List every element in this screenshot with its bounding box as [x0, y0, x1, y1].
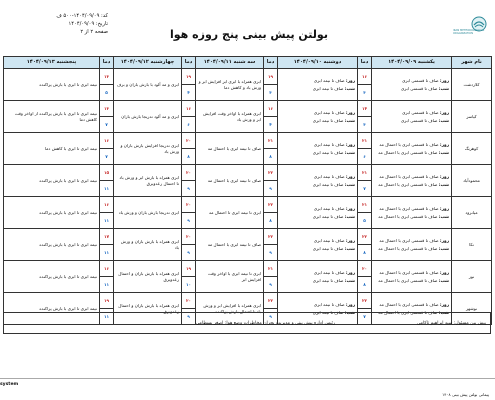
- header-temp2: دما: [264, 57, 278, 69]
- logo-text: IRAN METEOROLOGICAL ORGANIZATION: [453, 29, 485, 36]
- max-temp: ۱۹: [182, 261, 195, 277]
- day-label: روز:: [345, 173, 355, 179]
- day-desc: صاف تا قسمتی ابری با احتمال مه: [379, 237, 439, 243]
- temp-day4: [100, 165, 114, 197]
- forecast-day4: ابری همراه با بارش باران و وزش باد: [114, 229, 182, 261]
- forecast-day1: [372, 165, 452, 197]
- day-label: روز:: [345, 237, 355, 243]
- forecast-day4: ابری همراه با بارش باران و احتمال رعدوبرق: [114, 261, 182, 293]
- max-temp: ۱۵: [100, 165, 113, 181]
- forecast-day2: [278, 165, 358, 197]
- organization-logo: [435, 16, 487, 46]
- min-temp: ۶: [363, 153, 366, 159]
- header-day3: سه شنبه ۱۴۰۴/۰۹/۱۱: [196, 57, 264, 69]
- night-label: شب:: [438, 150, 449, 155]
- page-footer-text: پیمانی بولتن پیش بینی ۱۴۰۸: [442, 392, 489, 397]
- day-desc: صاف تا قسمتی ابری با احتمال مه: [379, 205, 439, 211]
- city-name: کوهرنگ: [452, 133, 492, 165]
- forecast-day4: ابری و مه آلود با بارش باران و برف: [114, 69, 182, 101]
- min-temp: ۹: [187, 313, 190, 319]
- night-label: شب:: [344, 310, 355, 315]
- header-city: نام شهر: [452, 57, 492, 69]
- page-indicator: صفحه ۲ از ۲: [80, 29, 108, 35]
- table-header-row: [4, 57, 492, 69]
- temp-day2: [264, 229, 278, 261]
- forecast-day2: [278, 229, 358, 261]
- temp-day1: [358, 197, 372, 229]
- max-temp: ۲۱: [358, 133, 371, 149]
- min-temp: ۱۱: [103, 313, 110, 319]
- forecast-table: [3, 56, 492, 325]
- day-desc: صاف تا نیمه ابری: [313, 301, 345, 307]
- min-temp: ۹: [269, 185, 272, 191]
- forecaster-name: پیش بین مسئول: سید ابراهیم تاکامی: [416, 321, 486, 326]
- day-label: روز:: [439, 141, 449, 147]
- min-temp: ۹: [269, 281, 272, 287]
- divider: [0, 378, 495, 379]
- forecast-day4: ابری همراه با بارش ابر و وزش باد تا احتمال رعدوبرق: [114, 165, 182, 197]
- forecast-day5: نیمه ابری تا ابری با بارش پراکنده: [4, 165, 100, 197]
- city-name: نور: [452, 261, 492, 293]
- forecast-day1: [372, 229, 452, 261]
- night-desc: صاف تا قسمتی ابری با احتمال مه: [378, 150, 438, 155]
- min-temp: ۷: [105, 121, 108, 127]
- max-temp: ۱۹: [100, 293, 113, 309]
- max-temp: ۲۲: [264, 229, 277, 245]
- city-name: کیاسر: [452, 101, 492, 133]
- min-temp: ۳: [363, 121, 366, 127]
- header-temp1: دما: [358, 57, 372, 69]
- city-name: نکا: [452, 229, 492, 261]
- night-label: شب:: [344, 278, 355, 283]
- night-label: شب:: [344, 150, 355, 155]
- city-name: محمودآباد: [452, 165, 492, 197]
- max-temp: ۱۳: [100, 69, 113, 85]
- day-desc: صاف تا نیمه ابری: [313, 205, 345, 211]
- code-value: ۱۴۰۴/۰۹/۰۹-۵۰۰ ف: [56, 13, 100, 19]
- min-temp: ۴: [269, 121, 272, 127]
- header-day2: دوشنبه ۱۴۰۴/۰۹/۱۰: [278, 57, 358, 69]
- city-name: نوشهر: [452, 293, 492, 325]
- min-temp: ۹: [187, 217, 190, 223]
- min-temp: ۹: [269, 313, 272, 319]
- night-label: شب:: [438, 182, 449, 187]
- night-desc: صاف تا نیمه ابری: [312, 118, 344, 123]
- max-temp: ۱۹: [182, 69, 195, 85]
- min-temp: ۸: [269, 217, 272, 223]
- day-label: روز:: [345, 269, 355, 275]
- forecast-day5: نیمه ابری تا ابری با بارش پراکنده: [4, 69, 100, 101]
- max-temp: ۲۰: [358, 261, 371, 277]
- min-temp: ۱۱: [103, 249, 110, 255]
- table-row: [4, 69, 492, 101]
- forecast-day3: صاف تا نیمه ابری با احتمال مه: [196, 229, 264, 261]
- day-label: روز:: [439, 269, 449, 275]
- night-desc: صاف تا نیمه ابری: [312, 246, 344, 251]
- forecast-day3: صاف تا نیمه ابری با احتمال مه: [196, 165, 264, 197]
- forecast-day5: نیمه ابری تا ابری با بارش پراکنده: [4, 293, 100, 325]
- table-row: [4, 261, 492, 293]
- forecast-day3: ابری تا نیمه ابری با اواخر وقت افزایش ابر: [196, 261, 264, 293]
- day-desc: صاف تا نیمه ابری: [313, 173, 345, 179]
- min-temp: ۱۱: [103, 185, 110, 191]
- night-desc: صاف تا قسمتی ابری: [400, 118, 438, 123]
- min-temp: ۸: [363, 281, 366, 287]
- night-label: شب:: [438, 214, 449, 219]
- temp-day4: [100, 197, 114, 229]
- day-label: روز:: [439, 77, 449, 83]
- temp-day4: [100, 101, 114, 133]
- max-temp: ۱۳: [100, 101, 113, 117]
- day-label: روز:: [345, 301, 355, 307]
- max-temp: ۱۶: [182, 101, 195, 117]
- day-label: روز:: [439, 301, 449, 307]
- system-label: system: [0, 382, 19, 387]
- forecast-day2: [278, 261, 358, 293]
- forecast-day2: [278, 197, 358, 229]
- night-label: شب:: [344, 118, 355, 123]
- day-label: روز:: [439, 237, 449, 243]
- max-temp: ۱۶: [100, 261, 113, 277]
- temp-day3: [182, 197, 196, 229]
- temp-day3: [182, 165, 196, 197]
- forecast-day5: نیمه ابری تا ابری با بارش پراکنده از اواخر وقت کاهش دما: [4, 101, 100, 133]
- forecast-day2: [278, 133, 358, 165]
- day-label: روز:: [345, 109, 355, 115]
- table-row: [4, 197, 492, 229]
- day-label: روز:: [439, 205, 449, 211]
- forecast-day3: صاف تا نیمه ابری با احتمال مه: [196, 133, 264, 165]
- day-label: روز:: [439, 173, 449, 179]
- forecast-day3: ابری همراه با افزایش ابر و وزش باد تا احتمال بارش پراکنده: [196, 293, 264, 325]
- temp-day3: [182, 101, 196, 133]
- forecast-day3: ابری همراه با ابری ابر افزایش ابر و وزش باد و کاهش دما: [196, 69, 264, 101]
- temp-day4: [100, 261, 114, 293]
- temp-day2: [264, 69, 278, 101]
- night-label: شب:: [438, 118, 449, 123]
- day-label: روز:: [345, 77, 355, 83]
- min-temp: ۱۱: [103, 217, 110, 223]
- min-temp: ۳: [363, 89, 366, 95]
- header-day1: یکشنبه ۱۴۰۴/۰۹/۰۹: [372, 57, 452, 69]
- forecast-day4: ابری و مه آلود تدریجا بارش باران: [114, 101, 182, 133]
- max-temp: ۲۱: [264, 261, 277, 277]
- day-desc: صاف تا قسمتی ابری: [402, 77, 439, 83]
- min-temp: ۱۰: [185, 281, 192, 287]
- forecast-day5: نیمه ابری تا ابری با کاهش دما: [4, 133, 100, 165]
- min-temp: ۱۱: [103, 281, 110, 287]
- temp-day2: [264, 101, 278, 133]
- max-temp: ۲۰: [182, 165, 195, 181]
- max-temp: ۲۱: [358, 165, 371, 181]
- table-row: [4, 101, 492, 133]
- city-name: میانرود: [452, 197, 492, 229]
- temp-day2: [264, 197, 278, 229]
- min-temp: ۷: [363, 185, 366, 191]
- night-label: شب:: [438, 246, 449, 251]
- table-row: [4, 165, 492, 197]
- header: [4, 8, 491, 56]
- min-temp: ۸: [187, 153, 190, 159]
- date-label: تاریخ:: [95, 21, 108, 27]
- max-temp: ۲۱: [264, 133, 277, 149]
- day-desc: صاف تا قسمتی ابری با احتمال مه: [379, 173, 439, 179]
- forecast-day4: ابری تدریجا افزایش بارش باران و وزش باد: [114, 133, 182, 165]
- max-temp: ۲۲: [264, 165, 277, 181]
- temp-day2: [264, 261, 278, 293]
- min-temp: ۹: [187, 185, 190, 191]
- temp-day1: [358, 69, 372, 101]
- night-desc: صاف تا نیمه ابری: [312, 278, 344, 283]
- max-temp: ۲۱: [358, 197, 371, 213]
- min-temp: ۸: [363, 249, 366, 255]
- day-desc: صاف تا نیمه ابری: [313, 141, 345, 147]
- header-temp3: دما: [182, 57, 196, 69]
- code-label: کد:: [101, 13, 108, 19]
- temp-day1: [358, 133, 372, 165]
- forecast-day5: نیمه ابری تا ابری با بارش پراکنده: [4, 261, 100, 293]
- max-temp: ۱۷: [100, 229, 113, 245]
- night-desc: صاف تا نیمه ابری: [312, 86, 344, 91]
- max-temp: ۱۴: [358, 101, 371, 117]
- temp-day4: [100, 69, 114, 101]
- night-desc: صاف تا نیمه ابری: [312, 182, 344, 187]
- min-temp: ۴: [187, 89, 190, 95]
- temp-day3: [182, 133, 196, 165]
- night-label: شب:: [344, 182, 355, 187]
- temp-day3: [182, 261, 196, 293]
- temp-day2: [264, 165, 278, 197]
- max-temp: ۱۶: [100, 197, 113, 213]
- table-row: [4, 133, 492, 165]
- temp-day1: [358, 261, 372, 293]
- forecast-day4: ابری تدریجا بارش باران و وزش باد: [114, 197, 182, 229]
- max-temp: ۱۶: [100, 133, 113, 149]
- night-desc: صاف تا قسمتی ابری با احتمال مه: [378, 246, 438, 251]
- forecast-day2: [278, 101, 358, 133]
- day-desc: صاف تا قسمتی ابری با احتمال مه: [379, 301, 439, 307]
- temp-day3: [182, 69, 196, 101]
- max-temp: ۲۲: [358, 229, 371, 245]
- max-temp: ۲۰: [182, 293, 195, 309]
- min-temp: ۷: [105, 153, 108, 159]
- max-temp: ۲۰: [182, 197, 195, 213]
- night-desc: صاف تا قسمتی ابری: [400, 86, 438, 91]
- night-desc: صاف تا قسمتی ابری با احتمال مه: [378, 278, 438, 283]
- header-temp4: دما: [100, 57, 114, 69]
- max-temp: ۲۲: [264, 197, 277, 213]
- min-temp: ۵: [363, 217, 366, 223]
- table-row: [4, 229, 492, 261]
- max-temp: ۲۲: [358, 293, 371, 309]
- day-desc: صاف تا قسمتی ابری با احتمال مه: [379, 269, 439, 275]
- header-day5: پنجشنبه ۱۴۰۴/۰۹/۱۳: [4, 57, 100, 69]
- temp-day1: [358, 165, 372, 197]
- forecast-day5: نیمه ابری تا ابری با بارش پراکنده: [4, 229, 100, 261]
- min-temp: ۳: [269, 89, 272, 95]
- day-desc: صاف تا نیمه ابری: [313, 77, 345, 83]
- min-temp: ۸: [269, 153, 272, 159]
- day-label: روز:: [345, 141, 355, 147]
- forecast-day4: ابری همراه با بارش باران و احتمال رعدوبرق: [114, 293, 182, 325]
- max-temp: ۱۹: [264, 69, 277, 85]
- max-temp: ۱۶: [264, 101, 277, 117]
- min-temp: ۹: [269, 249, 272, 255]
- forecast-day5: نیمه ابری تا ابری با بارش پراکنده: [4, 197, 100, 229]
- night-label: شب:: [438, 86, 449, 91]
- forecast-day1: [372, 197, 452, 229]
- day-desc: صاف تا نیمه ابری: [313, 237, 345, 243]
- min-temp: ۵: [105, 89, 108, 95]
- header-day4: چهارشنبه ۱۴۰۴/۰۹/۱۲: [114, 57, 182, 69]
- day-label: روز:: [439, 109, 449, 115]
- temp-day1: [358, 101, 372, 133]
- night-label: شب:: [438, 310, 449, 315]
- city-name: کلاردشت: [452, 69, 492, 101]
- min-temp: ۶: [187, 121, 190, 127]
- max-temp: ۲۲: [264, 293, 277, 309]
- max-temp: ۲۰: [182, 229, 195, 245]
- night-label: شب:: [344, 214, 355, 219]
- night-desc: صاف تا قسمتی ابری با احتمال مه: [378, 182, 438, 187]
- forecast-day3: ابری همراه با اواخر وقت افزایش ابر و وزش باد: [196, 101, 264, 133]
- temp-day3: [182, 229, 196, 261]
- temp-day4: [100, 133, 114, 165]
- max-temp: ۲۰: [182, 133, 195, 149]
- day-desc: صاف تا نیمه ابری: [313, 269, 345, 275]
- day-desc: صاف تا نیمه ابری: [313, 109, 345, 115]
- min-temp: ۷: [363, 313, 366, 319]
- forecast-day1: [372, 261, 452, 293]
- temp-day1: [358, 229, 372, 261]
- day-desc: صاف تا قسمتی ابری: [402, 109, 439, 115]
- forecast-day1: [372, 69, 452, 101]
- night-desc: صاف تا قسمتی ابری با احتمال مه: [378, 310, 438, 315]
- day-label: روز:: [345, 205, 355, 211]
- night-label: شب:: [438, 278, 449, 283]
- forecast-day3: ابری تا نیمه ابری تا احتمال مه: [196, 197, 264, 229]
- night-label: شب:: [344, 246, 355, 251]
- forecast-day1: [372, 101, 452, 133]
- temp-day2: [264, 133, 278, 165]
- forecast-day2: [278, 69, 358, 101]
- date-value: ۱۴۰۴/۰۹/۰۹: [68, 21, 95, 27]
- department-head: رئیس اداره پیش بینی و مدیریت بحران مخاطرات وضع هوا: اصغر بسطامی: [195, 321, 335, 326]
- night-desc: صاف تا قسمتی ابری با احتمال مه: [378, 214, 438, 219]
- forecast-day1: [372, 133, 452, 165]
- document-meta: [8, 12, 108, 36]
- page-title: بولتن پیش بینی پنج روزه هوا: [170, 28, 328, 41]
- night-label: شب:: [344, 86, 355, 91]
- day-desc: صاف تا قسمتی ابری با احتمال مه: [379, 141, 439, 147]
- footer: [3, 312, 491, 334]
- night-desc: صاف تا نیمه ابری: [312, 214, 344, 219]
- temp-day4: [100, 229, 114, 261]
- min-temp: ۹: [187, 249, 190, 255]
- night-desc: صاف تا نیمه ابری: [312, 310, 344, 315]
- night-desc: صاف تا نیمه ابری: [312, 150, 344, 155]
- max-temp: ۱۶: [358, 69, 371, 85]
